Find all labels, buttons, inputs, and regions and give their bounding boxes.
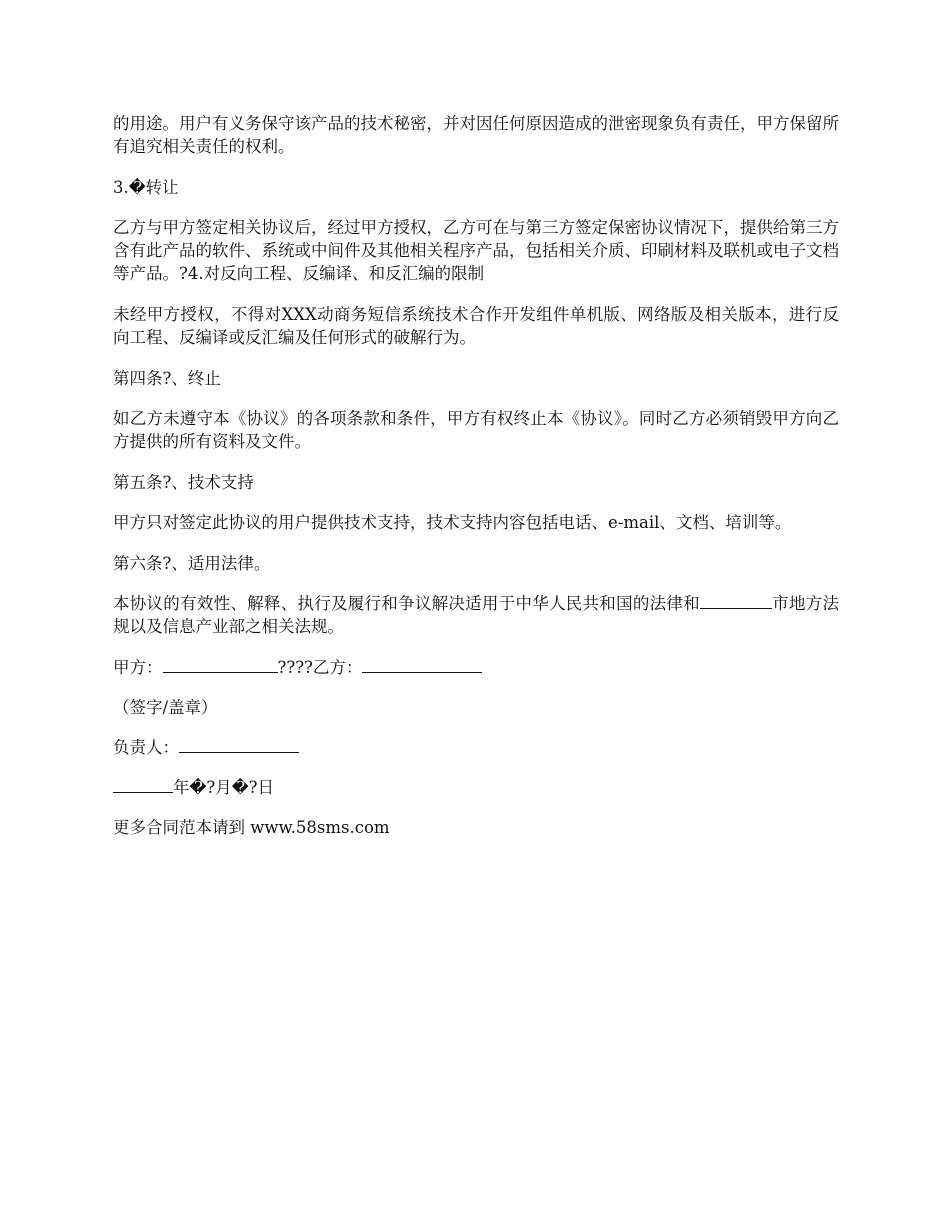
footer-note: 更多合同范本请到 www.58sms.com	[113, 818, 390, 837]
paragraph-reverse-engineering: 未经甲方授权，不得对XXX动商务短信系统技术合作开发组件单机版、网络版及相关版本，进行反向工程、反编译或反汇编及任何形式的破解行为。	[113, 305, 839, 347]
seal-note: （签字/盖章）	[113, 698, 218, 717]
responsible-blank-line	[179, 736, 299, 753]
party-b-blank-line	[362, 656, 482, 673]
heading-transfer: 3.�转让	[113, 178, 179, 197]
party-separator: ????	[277, 658, 313, 677]
paragraph-transfer: 乙方与甲方签定相关协议后，经过甲方授权，乙方可在与第三方签定保密协议情况下，提供给第三方含有此产品的软件、系统或中间件及其他相关程序产品，包括相关介质、印刷材料及联机或电子文档等产品。?4.对反向工程、反编译、和反汇编的限制	[113, 218, 839, 283]
document-page	[113, 112, 839, 856]
responsible-label: 负责人：	[113, 738, 179, 757]
signature-parties-line	[113, 656, 839, 679]
date-line	[113, 776, 839, 799]
year-blank-line	[113, 776, 173, 793]
party-a-label: 甲方：	[113, 658, 163, 677]
paragraph-applicable-law	[113, 592, 839, 638]
heading-article-5: 第五条?、技术支持	[113, 473, 254, 492]
responsible-person-line	[113, 736, 839, 759]
party-a-blank-line	[163, 656, 278, 673]
party-b-label: 乙方：	[312, 658, 363, 677]
paragraph-termination: 如乙方未遵守本《协议》的各项条款和条件，甲方有权终止本《协议》。同时乙方必须销毁甲方向乙方提供的所有资料及文件。	[113, 409, 839, 451]
date-day-label: �?日	[231, 778, 275, 797]
date-month-label: �?月	[189, 778, 232, 797]
heading-article-6: 第六条?、适用法律。	[113, 554, 271, 573]
date-year-label: 年	[173, 778, 190, 797]
paragraph-technical-support: 甲方只对签定此协议的用户提供技术支持，技术支持内容包括电话、e-mail、文档、培训等。	[113, 513, 792, 532]
paragraph-confidentiality: 的用途。用户有义务保守该产品的技术秘密，并对因任何原因造成的泄密现象负有责任，甲方保留所有追究相关责任的权利。	[113, 114, 839, 156]
city-blank-line	[700, 592, 772, 609]
law-clause-text-after: 市地方法规以及信息产业部之相关法规。	[113, 594, 840, 636]
law-clause-text-before: 本协议的有效性、解释、执行及履行和争议解决适用于中华人民共和国的法律和	[113, 594, 700, 613]
heading-article-4: 第四条?、终止	[113, 369, 221, 388]
